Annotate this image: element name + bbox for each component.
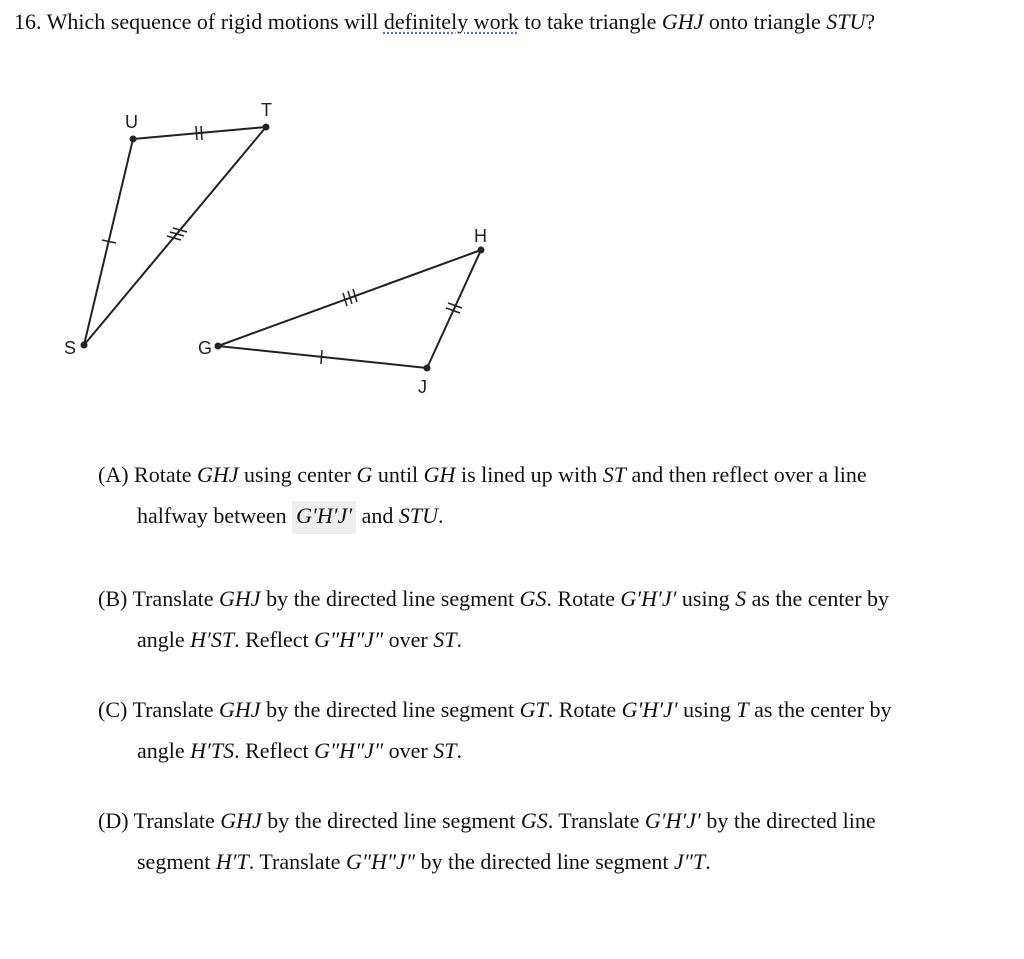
tick-marks-stu xyxy=(102,126,202,243)
option-letter: (C) xyxy=(98,697,128,722)
vertex-label-u: U xyxy=(125,112,138,132)
option-letter: (D) xyxy=(98,808,129,833)
question-number: 16. xyxy=(14,9,42,34)
option-letter: (B) xyxy=(98,586,128,611)
vertex-label-t: T xyxy=(261,100,272,120)
triangles-figure xyxy=(0,95,520,405)
triangle-stu xyxy=(84,127,266,345)
emphasis-text: definitely work xyxy=(383,9,519,34)
highlighted-term: G′H′J′ xyxy=(292,501,356,534)
option-letter: (A) xyxy=(98,462,129,487)
vertex-label-g: G xyxy=(198,338,213,358)
answer-option-c[interactable]: (C) Translate GHJ by the directed line segment GT. Rotate G′H′J′ using T as the center by angle H′TS. Reflect G″H″J″ over ST. xyxy=(98,697,892,763)
answer-option-a[interactable]: (A) Rotate GHJ using center G until GH is lined up with ST and then reflect over a line halfway between G′H′J′ and STU. xyxy=(98,454,998,536)
answer-option-b[interactable]: (B) Translate GHJ by the directed line segment GS. Rotate G′H′J′ using S as the center by angle H′ST. Reflect G″H″J″ over ST. xyxy=(98,586,890,652)
vertex-label-h: H xyxy=(474,226,487,246)
vertex-label-s: S xyxy=(64,338,77,358)
answer-option-d[interactable]: (D) Translate GHJ by the directed line segment GS. Translate G′H′J′ by the directed line segment H′T. Translate G″H″J″ by the directed line segment J″T. xyxy=(98,808,876,874)
vertex-label-j: J xyxy=(418,377,427,397)
vertex-points xyxy=(81,124,485,372)
triangle-ghj xyxy=(218,250,481,368)
question-text: 16. Which sequence of rigid motions will definitely work to take triangle GHJ onto triangle STU? xyxy=(14,9,876,34)
